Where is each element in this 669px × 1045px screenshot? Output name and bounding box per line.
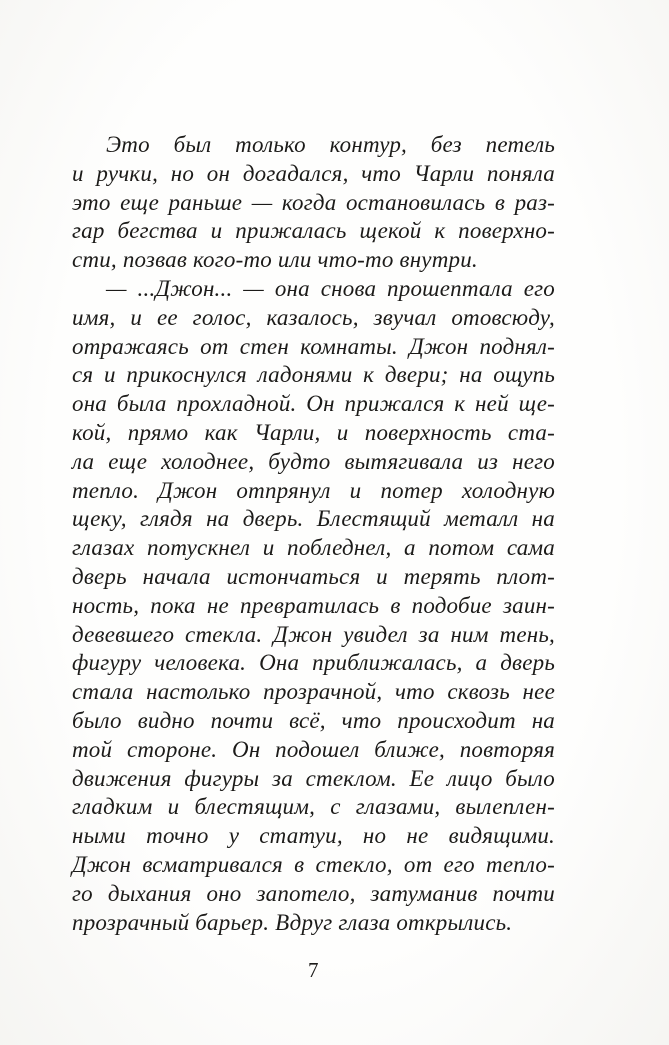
text-line: щеку, глядя на дверь. Блестящий металл на xyxy=(72,506,555,532)
text-line: имя, и ее голос, казалось, звучал отовсюду, xyxy=(72,304,555,330)
text-line: гар бегства и прижалась щекой к поверхно- xyxy=(72,218,555,244)
text-line: гладким и блестящим, с глазами, вылеплен- xyxy=(72,794,555,820)
text-line: фигуру человека. Она приближалась, а дверь xyxy=(72,650,555,676)
text-line: ла еще холоднее, будто вытягивала из него xyxy=(72,448,555,474)
text-line: прозрачный барьер. Вдруг глаза открылись. xyxy=(72,909,513,935)
text-line: го дыхания оно запотело, затуманив почти xyxy=(72,880,555,906)
page-text-block xyxy=(72,131,555,937)
text-line: она была прохладной. Он прижался к ней ще- xyxy=(72,391,555,417)
text-line: девевшего стекла. Джон увидел за ним тень, xyxy=(72,621,555,647)
text-line: отражаясь от стен комнаты. Джон поднял- xyxy=(72,333,555,359)
text-line: ность, пока не превратилась в подобие заин- xyxy=(72,592,555,618)
text-line: стала настолько прозрачной, что сквозь нее xyxy=(72,679,555,705)
text-line: ся и прикоснулся ладонями к двери; на ощупь xyxy=(72,362,555,388)
text-line: и ручки, но он догадался, что Чарли поняла xyxy=(72,160,555,186)
text-line: кой, прямо как Чарли, и поверхность ста- xyxy=(72,419,555,445)
text-line: Джон всматривался в стекло, от его тепло- xyxy=(72,851,555,877)
text-line: движения фигуры за стеклом. Ее лицо было xyxy=(72,765,555,791)
text-line: ными точно у статуи, но не видящими. xyxy=(72,823,555,849)
text-line: это еще раньше — когда остановилась в раз- xyxy=(72,189,555,215)
text-line: — ...Джон... — она снова прошептала его xyxy=(106,275,555,301)
text-line: сти, позвав кого-то или что-то внутри. xyxy=(72,247,478,273)
text-line: тепло. Джон отпрянул и потер холодную xyxy=(72,477,555,503)
text-line: глазах потускнел и побледнел, а потом сама xyxy=(72,535,555,561)
text-line: Это был только контур, без петель xyxy=(106,132,555,157)
text-line: той стороне. Он подошел ближе, повторяя xyxy=(72,736,555,762)
text-line: было видно почти всё, что происходит на xyxy=(72,707,555,733)
page-number: 7 xyxy=(308,958,319,982)
text-line: дверь начала истончаться и терять плот- xyxy=(72,563,555,589)
